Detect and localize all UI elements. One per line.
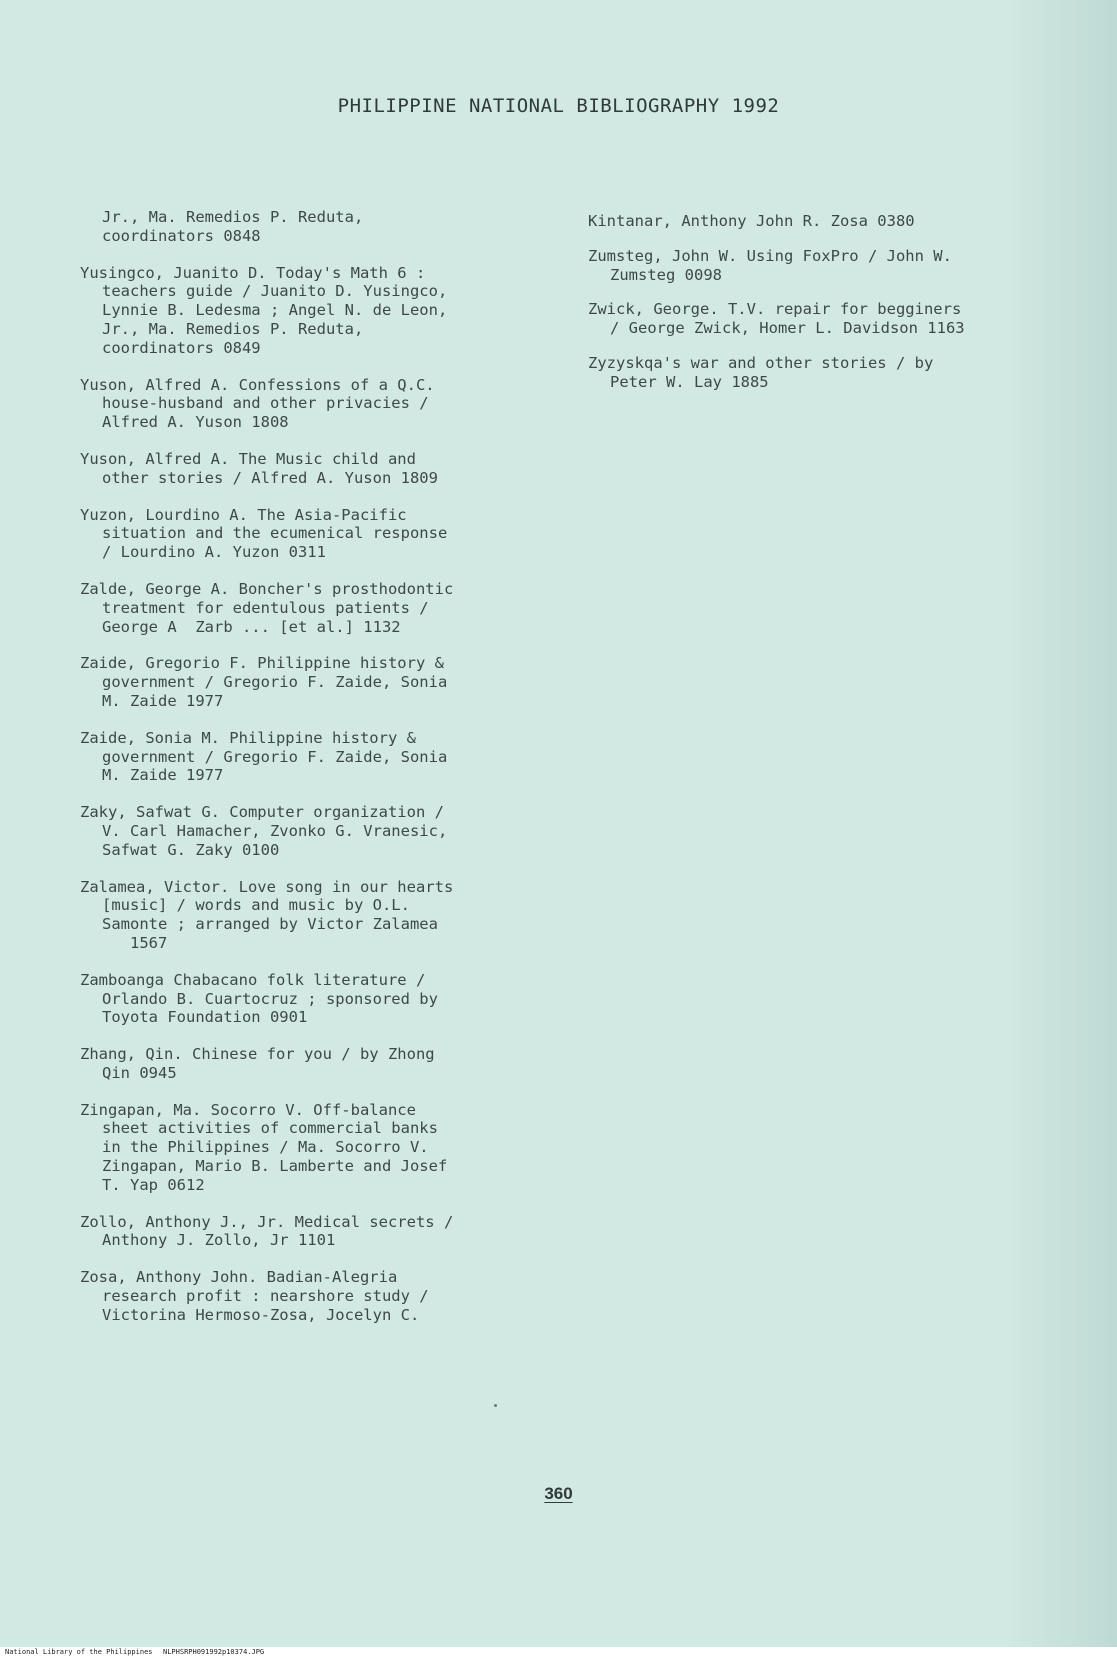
bibliography-entry: Zingapan, Ma. Socorro V. Off-balance sheet activities of commercial banks in the Philippines / Ma. Socorro V. Zingapan, Mario B. Lamberte and Josef T. Yap 0612 xyxy=(80,1100,448,1194)
bibliography-entry: Zosa, Anthony John. Badian-Alegria research profit : nearshore study / Victorina Hermoso-Zosa, Jocelyn C. xyxy=(80,1268,429,1324)
bibliography-entry: Jr., Ma. Remedios P. Reduta, coordinators 0848 xyxy=(102,208,364,245)
bibliography-entry: Zaide, Gregorio F. Philippine history & government / Gregorio F. Zaide, Sonia M. Zaide 1977 xyxy=(80,654,448,710)
page-title: PHILIPPINE NATIONAL BIBLIOGRAPHY 1992 xyxy=(337,95,780,117)
bibliography-entry: Zalamea, Victor. Love song in our hearts [music] / words and music by O.L. Samonte ; arranged by Victor Zalamea 1567 xyxy=(80,877,454,952)
paper-speck xyxy=(494,1404,497,1407)
bibliography-entry: Zaide, Sonia M. Philippine history & government / Gregorio F. Zaide, Sonia M. Zaide 1977 xyxy=(80,728,448,785)
bibliography-entry: Yuzon, Lourdino A. The Asia-Pacific situation and the ecumenical response / Lourdino A. Yuzon 0311 xyxy=(80,505,448,562)
bibliography-entry: Zamboanga Chabacano folk literature / Orlando B. Cuartocruz ; sponsored by Toyota Foundation 0901 xyxy=(80,970,438,1027)
right-column xyxy=(588,212,1058,408)
bibliography-entry: Zumsteg, John W. Using FoxPro / John W. Zumsteg 0098 xyxy=(588,246,952,284)
bibliography-entry: Kintanar, Anthony John R. Zosa 0380 xyxy=(588,212,915,230)
page-number: 360 xyxy=(544,1484,573,1503)
left-column xyxy=(80,208,550,1343)
bibliography-entry: Yusingco, Juanito D. Today's Math 6 : teachers guide / Juanito D. Yusingco, Lynnie B. Ledesma ; Angel N. de Leon, Jr., Ma. Remedios P. Reduta, coordinators 0849 xyxy=(80,263,448,357)
bibliography-entry: Zwick, George. T.V. repair for begginers / George Zwick, Homer L. Davidson 1163 xyxy=(588,300,965,338)
bibliography-entry: Zalde, George A. Boncher's prosthodontic treatment for edentulous patients / George A Zarb ... [et al.] 1132 xyxy=(80,579,454,636)
library-credit: National Library of the Philippines xyxy=(2,1648,156,1656)
bibliography-entry: Zhang, Qin. Chinese for you / by Zhong Qin 0945 xyxy=(80,1045,435,1082)
bibliography-entry: Yuson, Alfred A. Confessions of a Q.C. house-husband and other privacies / Alfred A. Yuson 1808 xyxy=(80,375,435,432)
scan-file-name: NLPHSRPH091992p10374.JPG xyxy=(160,1648,267,1656)
bibliography-entry: Zollo, Anthony J., Jr. Medical secrets / Anthony J. Zollo, Jr 1101 xyxy=(80,1212,454,1250)
bibliography-entry: Zaky, Safwat G. Computer organization / V. Carl Hamacher, Zvonko G. Vranesic, Safwat G. Zaky 0100 xyxy=(80,803,448,859)
bibliography-entry: Zyzyskqa's war and other stories / by Peter W. Lay 1885 xyxy=(588,353,934,391)
bibliography-entry: Yuson, Alfred A. The Music child and other stories / Alfred A. Yuson 1809 xyxy=(80,449,438,487)
